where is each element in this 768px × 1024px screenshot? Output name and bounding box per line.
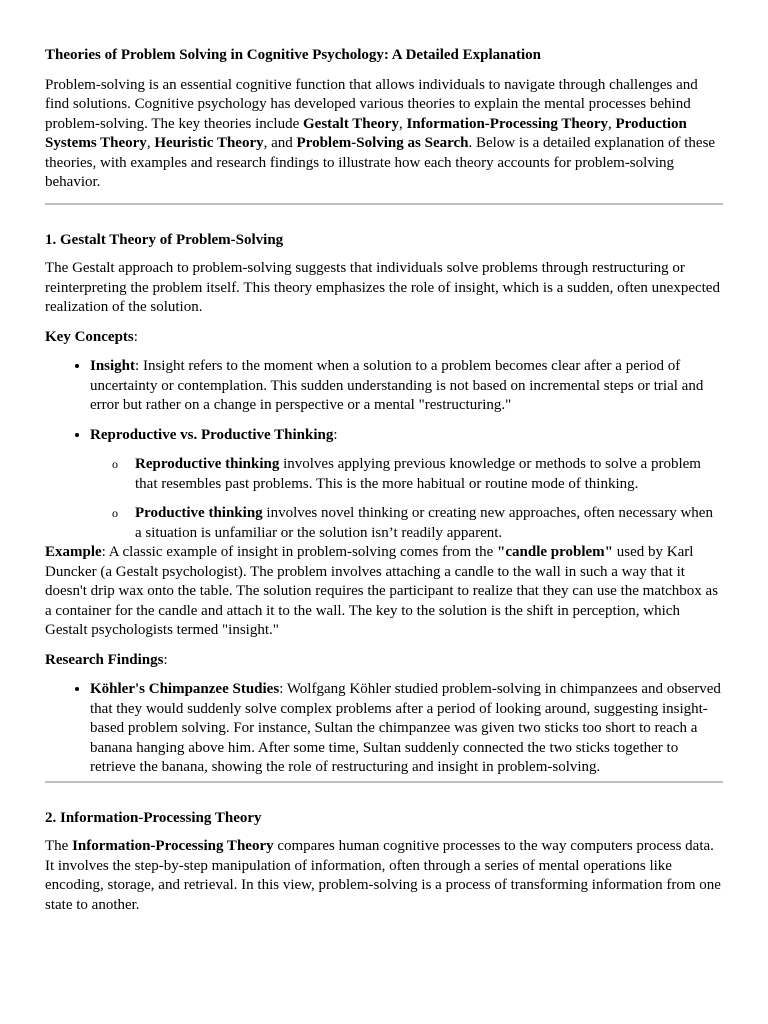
- section-2-text: The: [45, 838, 73, 854]
- sublist-item-reproductive: [135, 455, 723, 494]
- key-concepts-list: [45, 357, 723, 543]
- rvp-term: Reproductive vs. Productive Thinking: [90, 426, 334, 443]
- research-findings-label: [45, 651, 723, 671]
- section-2-text-end: compares human cognitive processes to the way computers process data. It involves the step-by-step manipulation of information, often through a series of mental operations like encoding, storage, and retrieval. In this view, problem-solving is a process of transforming information from one state to another.: [45, 838, 721, 913]
- information-processing-term: Information-Processing Theory: [72, 838, 274, 854]
- kohler-text: : Wolfgang Köhler studied problem-solving in chimpanzees and observed that they would suddenly solve complex problems after a period of looking around, suggesting insight-based problem solving. For instance, Sultan the chimpanzee was given two sticks too short to reach a banana hanging above him. After some time, Sultan suddenly connected the two sticks together to retrieve the banana, showing the role of restructuring and insight in problem-solving.: [90, 681, 721, 775]
- intro-separator: , and: [263, 135, 297, 151]
- intro-text: Problem-solving is an essential cognitive function that allows individuals to navigate through challenges and find solutions. Cognitive psychology has developed various theories to explain the mental processes behind problem-solving. The key theories include: [45, 76, 698, 132]
- section-2-heading: 2. Information-Processing Theory: [45, 809, 262, 826]
- sublist-item-productive: [135, 504, 723, 543]
- intro-separator: ,: [398, 115, 407, 132]
- intro-term-gestalt: Gestalt Theory: [303, 115, 399, 132]
- insight-term: Insight: [90, 358, 136, 374]
- intro-paragraph: [45, 76, 723, 193]
- list-item-kohler: [90, 680, 723, 778]
- research-findings-colon: :: [163, 651, 168, 668]
- productive-term: Productive thinking: [135, 505, 263, 521]
- section-1-heading: 1. Gestalt Theory of Problem-Solving: [45, 231, 284, 248]
- intro-term-search: Problem-Solving as Search: [296, 135, 469, 151]
- candle-problem-term: "candle problem": [497, 544, 613, 560]
- section-2-paragraph: [45, 837, 723, 915]
- example-paragraph: [45, 543, 723, 641]
- insight-text: : Insight refers to the moment when a solution to a problem becomes clear after a period of uncertainty or contemplation. This sudden understanding is not based on incremental steps or trial and error but rather on a change in perspective or a mental "restructuring.": [90, 358, 704, 413]
- intro-term-heuristic: Heuristic Theory: [154, 135, 264, 151]
- reproductive-term: Reproductive thinking: [135, 456, 280, 472]
- key-concepts-term: Key Concepts: [45, 328, 134, 345]
- rvp-colon: :: [333, 426, 338, 443]
- intro-separator: ,: [608, 115, 616, 132]
- intro-term-production-systems: Production Systems Theory: [45, 115, 687, 151]
- intro-term-information-processing: Information-Processing Theory: [406, 115, 608, 132]
- example-label: Example: [45, 544, 102, 560]
- document-title: Theories of Problem Solving in Cognitive Psychology: A Detailed Explanation: [45, 47, 541, 63]
- key-concepts-colon: :: [133, 328, 138, 345]
- intro-separator: ,: [146, 135, 155, 151]
- kohler-term: Köhler's Chimpanzee Studies: [90, 681, 280, 697]
- list-item-insight: [90, 357, 723, 416]
- section-1-paragraph: The Gestalt approach to problem-solving suggests that individuals solve problems through restructuring or reinterpreting the problem itself. This theory emphasizes the role of insight, which is a sudden, often unexpected realization of the solution.: [45, 260, 720, 315]
- productive-text: involves novel thinking or creating new approaches, often necessary when a situation is unfamiliar or the solution isn’t readily apparent.: [135, 505, 713, 541]
- reproductive-text: involves applying previous knowledge or methods to solve a problem that resembles past problems. This is the more habitual or routine mode of thinking.: [135, 456, 701, 492]
- thinking-sublist: [90, 455, 723, 543]
- research-findings-term: Research Findings: [45, 651, 164, 668]
- key-concepts-label: [45, 328, 723, 348]
- intro-text-end: . Below is a detailed explanation of these theories, with examples and research findings to illustrate how each theory accounts for problem-solving behavior.: [45, 135, 716, 190]
- section-divider: [45, 781, 723, 783]
- section-divider: [45, 203, 723, 205]
- example-text-end: used by Karl Duncker (a Gestalt psychologist). The problem involves attaching a candle to the wall in such a way that it doesn't drip wax onto the table. The solution requires the participant to realize that they can use the matchbox as a container for the candle and attach it to the wall. The key to the solution is the shift in perception, which Gestalt psychologists termed "insight.": [45, 544, 719, 638]
- research-findings-list: [45, 680, 723, 778]
- example-text: : A classic example of insight in problem-solving comes from the: [101, 544, 498, 560]
- list-item-reproductive-vs-productive: [90, 426, 723, 544]
